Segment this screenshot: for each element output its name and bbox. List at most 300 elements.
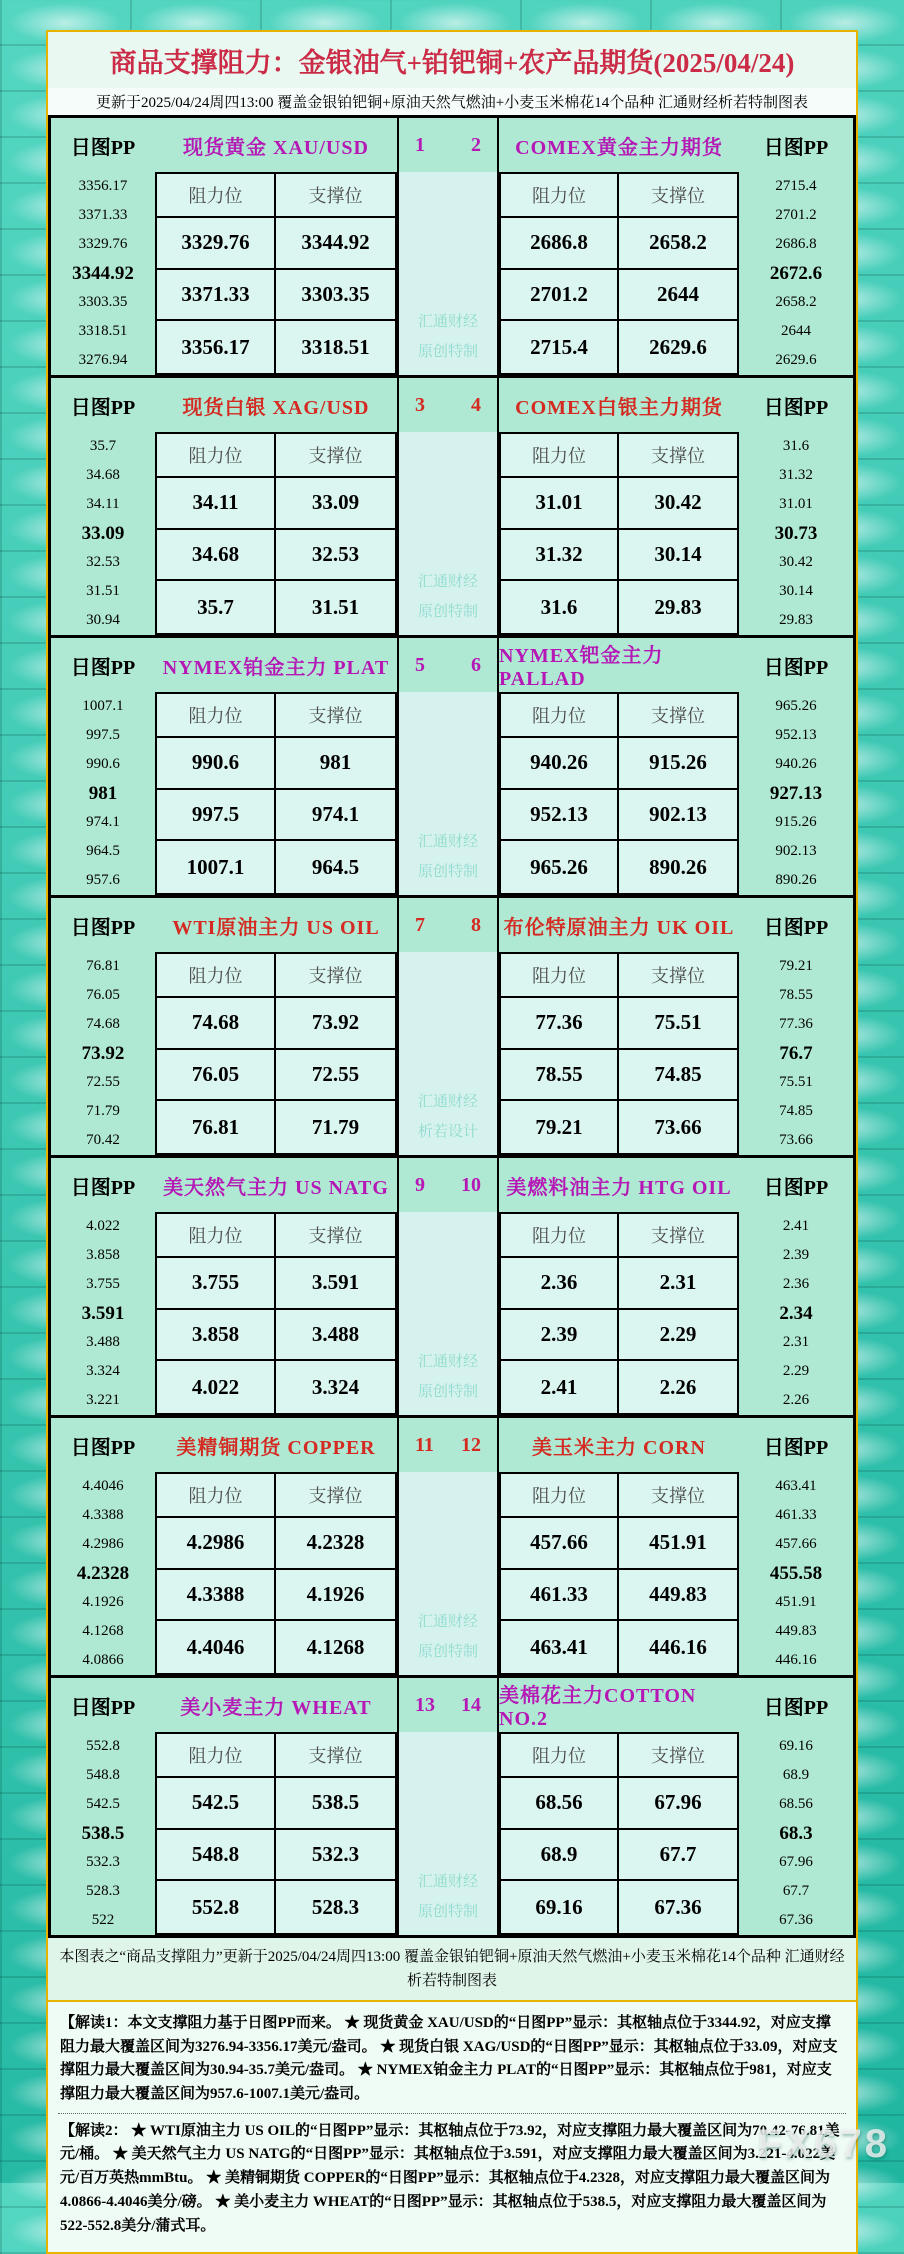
support-value: 32.53 bbox=[276, 530, 395, 582]
commodity-block bbox=[51, 638, 853, 898]
pp-value: 957.6 bbox=[86, 872, 120, 888]
resistance-value: 77.36 bbox=[501, 998, 619, 1050]
pp-value: 964.5 bbox=[86, 843, 120, 859]
resistance-header: 阻力位 bbox=[501, 954, 619, 998]
pp-value: 68.9 bbox=[782, 1767, 810, 1783]
pp-value: 2629.6 bbox=[775, 352, 817, 368]
pair-number-right: 2 bbox=[471, 133, 481, 156]
pp-value: 4.1268 bbox=[82, 1623, 124, 1639]
resistance-header: 阻力位 bbox=[157, 1214, 276, 1258]
pp-value: 2715.4 bbox=[775, 178, 817, 194]
resistance-value: 2701.2 bbox=[501, 270, 619, 322]
support-header: 支撑位 bbox=[276, 1214, 395, 1258]
pp-value: 463.41 bbox=[775, 1478, 817, 1494]
resistance-value: 548.8 bbox=[157, 1830, 276, 1882]
pp-value: 67.7 bbox=[782, 1883, 810, 1899]
watermark-cell bbox=[399, 692, 497, 895]
pair-column bbox=[397, 1418, 499, 1675]
support-value: 2.29 bbox=[619, 1310, 737, 1362]
resistance-value: 69.16 bbox=[501, 1881, 619, 1933]
update-subtitle: 更新于2025/04/24周四13:00 覆盖金银铂钯铜+原油天然气燃油+小麦玉米棉花14个品种 汇通财经析若特制图表 bbox=[48, 88, 856, 115]
pp-column-left bbox=[51, 378, 155, 635]
pair-number-left: 3 bbox=[415, 393, 425, 416]
support-value: 71.79 bbox=[311, 1114, 360, 1139]
support-value: 29.83 bbox=[654, 594, 702, 619]
resistance-value: 31.6 bbox=[501, 581, 619, 633]
site-watermark bbox=[418, 827, 478, 887]
resistance-value: 68.9 bbox=[501, 1830, 619, 1882]
site-watermark bbox=[418, 567, 478, 627]
pivot-table bbox=[48, 115, 856, 1938]
instrument-left bbox=[155, 378, 397, 635]
pair-numbers bbox=[399, 638, 497, 692]
support-value: 30.14 bbox=[619, 530, 737, 582]
pp-column-right bbox=[739, 638, 853, 895]
resistance-header: 阻力位 bbox=[501, 434, 619, 478]
pp-value: 69.16 bbox=[779, 1738, 813, 1754]
levels-table bbox=[499, 1472, 739, 1675]
resistance-value: 457.66 bbox=[501, 1518, 619, 1570]
pp-value: 2.34 bbox=[779, 1302, 813, 1324]
pp-value: 71.79 bbox=[86, 1103, 120, 1119]
pp-header: 日图PP bbox=[763, 1696, 829, 1719]
resistance-value: 952.13 bbox=[501, 790, 619, 842]
watermark-line-2: 析若设计 bbox=[417, 1124, 478, 1140]
support-value: 67.7 bbox=[619, 1830, 737, 1882]
pp-value: 552.8 bbox=[86, 1738, 120, 1754]
watermark-line-1: 汇通财经 bbox=[417, 1614, 478, 1630]
pp-value: 30.14 bbox=[779, 583, 813, 599]
pair-number-left: 13 bbox=[415, 1693, 435, 1716]
pp-value: 940.26 bbox=[775, 756, 817, 772]
resistance-value: 940.26 bbox=[501, 738, 619, 790]
support-value: 73.92 bbox=[276, 998, 395, 1050]
resistance-value: 4.022 bbox=[157, 1361, 276, 1413]
resistance-header: 阻力位 bbox=[157, 1474, 276, 1518]
resistance-value: 79.21 bbox=[501, 1101, 619, 1153]
pp-value: 32.53 bbox=[86, 554, 120, 570]
pp-value: 2.36 bbox=[782, 1276, 810, 1292]
levels-table bbox=[155, 432, 397, 635]
pp-column-left bbox=[51, 1158, 155, 1415]
support-value: 4.2328 bbox=[276, 1518, 395, 1570]
pp-header: 日图PP bbox=[70, 396, 136, 419]
note-1: 【解读1：本文支撑阻力基于日图PP而来。 ★ 现货黄金 XAU/USD的“日图PP”显示：其枢轴点位于3344.92，对应支撑阻力最大覆盖区间为3276.94-3356.17美元/盎司。 ★ 现货白银 XAG/USD的“日图PP”显示：其枢轴点位于33.09，对应支撑阻力最大覆盖区间为30.94-35.7美元/盎司。 ★ NYMEX铂金主力 PLAT的“日图PP”显示：其枢轴点位于981，对应支撑阻力最大覆盖区间为957.6-1007.1美元/盎司。 bbox=[60, 2015, 838, 2103]
chart-sheet bbox=[46, 30, 858, 2254]
resistance-value: 3356.17 bbox=[157, 321, 276, 373]
levels-table bbox=[155, 1732, 397, 1935]
watermark-line-2: 原创特制 bbox=[417, 1904, 478, 1920]
pp-value: 77.36 bbox=[779, 1016, 813, 1032]
resistance-value: 2.39 bbox=[501, 1310, 619, 1362]
pp-value: 4.022 bbox=[86, 1218, 120, 1234]
support-header: 支撑位 bbox=[619, 1734, 737, 1778]
resistance-value: 461.33 bbox=[501, 1570, 619, 1622]
pp-value: 70.42 bbox=[86, 1132, 120, 1148]
instrument-left bbox=[155, 638, 397, 895]
support-value: 449.83 bbox=[619, 1570, 737, 1622]
resistance-value: 78.55 bbox=[501, 1050, 619, 1102]
support-value: 964.5 bbox=[311, 854, 360, 879]
support-value: 915.26 bbox=[619, 738, 737, 790]
pair-numbers bbox=[399, 378, 497, 432]
instrument-right bbox=[499, 378, 739, 635]
pp-header: 日图PP bbox=[763, 916, 829, 939]
pair-number-left: 1 bbox=[415, 133, 425, 156]
pp-value: 31.51 bbox=[86, 583, 120, 599]
pp-value: 981 bbox=[88, 782, 118, 804]
watermark-cell bbox=[399, 1472, 497, 1675]
resistance-header: 阻力位 bbox=[157, 174, 276, 218]
site-watermark bbox=[418, 307, 478, 367]
pp-value: 455.58 bbox=[769, 1562, 823, 1584]
pp-value: 30.42 bbox=[779, 554, 813, 570]
support-header: 支撑位 bbox=[619, 1474, 737, 1518]
resistance-header: 阻力位 bbox=[157, 434, 276, 478]
watermark-line-2: 原创特制 bbox=[417, 604, 478, 620]
support-value: 4.1268 bbox=[306, 1634, 365, 1659]
pair-column bbox=[397, 638, 499, 895]
pp-value: 31.01 bbox=[779, 496, 813, 512]
support-value: 30.42 bbox=[619, 478, 737, 530]
resistance-value: 997.5 bbox=[157, 790, 276, 842]
pair-number-right: 10 bbox=[461, 1173, 481, 1196]
watermark-line-1: 汇通财经 bbox=[417, 314, 478, 330]
support-header: 支撑位 bbox=[619, 174, 737, 218]
brand-watermark: FX678 bbox=[757, 2122, 890, 2166]
pp-value: 3.755 bbox=[86, 1276, 120, 1292]
instrument-name: WTI原油主力 US OIL bbox=[155, 898, 397, 952]
pp-value: 34.11 bbox=[86, 496, 120, 512]
resistance-value: 3329.76 bbox=[157, 218, 276, 270]
pp-header: 日图PP bbox=[763, 1176, 829, 1199]
instrument-name: 美玉米主力 CORN bbox=[499, 1418, 739, 1472]
pair-number-right: 8 bbox=[471, 913, 481, 936]
pp-value: 3356.17 bbox=[78, 178, 128, 194]
support-value: 2644 bbox=[619, 270, 737, 322]
pair-numbers bbox=[399, 118, 497, 172]
commodity-block bbox=[51, 118, 853, 378]
pair-numbers bbox=[399, 898, 497, 952]
support-value: 902.13 bbox=[619, 790, 737, 842]
commodity-block bbox=[51, 1158, 853, 1418]
resistance-header: 阻力位 bbox=[501, 1474, 619, 1518]
pp-value: 75.51 bbox=[779, 1074, 813, 1090]
resistance-value: 463.41 bbox=[501, 1621, 619, 1673]
instrument-right bbox=[499, 898, 739, 1155]
pp-value: 73.66 bbox=[779, 1132, 813, 1148]
pp-value: 3371.33 bbox=[78, 207, 128, 223]
commodity-block bbox=[51, 898, 853, 1158]
instrument-name: NYMEX钯金主力 PALLAD bbox=[499, 638, 739, 692]
pp-value: 30.94 bbox=[86, 612, 120, 628]
resistance-value: 3.755 bbox=[157, 1258, 276, 1310]
support-value: 74.85 bbox=[619, 1050, 737, 1102]
commodity-block bbox=[51, 1418, 853, 1678]
resistance-value: 4.3388 bbox=[157, 1570, 276, 1622]
pp-value: 4.1926 bbox=[82, 1594, 124, 1610]
resistance-value: 76.81 bbox=[157, 1101, 276, 1153]
watermark-line-1: 汇通财经 bbox=[417, 1094, 478, 1110]
instrument-right bbox=[499, 1418, 739, 1675]
pp-value: 974.1 bbox=[86, 814, 120, 830]
levels-table bbox=[155, 1212, 397, 1415]
support-header: 支撑位 bbox=[276, 694, 395, 738]
pair-number-left: 7 bbox=[415, 913, 425, 936]
resistance-value: 2.41 bbox=[501, 1361, 619, 1413]
pp-column-left bbox=[51, 898, 155, 1155]
resistance-value: 74.68 bbox=[157, 998, 276, 1050]
pp-value: 915.26 bbox=[775, 814, 817, 830]
instrument-left bbox=[155, 1158, 397, 1415]
levels-table bbox=[155, 1472, 397, 1675]
pp-value: 3.488 bbox=[86, 1334, 120, 1350]
pair-column bbox=[397, 1678, 499, 1935]
support-value: 3344.92 bbox=[276, 218, 395, 270]
pp-value: 78.55 bbox=[779, 987, 813, 1003]
watermark-cell bbox=[399, 1732, 497, 1935]
watermark-line-1: 汇通财经 bbox=[417, 834, 478, 850]
pp-value: 3.591 bbox=[81, 1302, 125, 1324]
pp-value: 457.66 bbox=[775, 1536, 817, 1552]
support-value: 974.1 bbox=[276, 790, 395, 842]
pp-value: 73.92 bbox=[81, 1042, 125, 1064]
pp-value: 3344.92 bbox=[72, 262, 134, 284]
pair-number-left: 9 bbox=[415, 1173, 425, 1196]
pp-value: 3.324 bbox=[86, 1363, 120, 1379]
pp-value: 74.85 bbox=[779, 1103, 813, 1119]
resistance-value: 31.32 bbox=[501, 530, 619, 582]
instrument-left bbox=[155, 1418, 397, 1675]
pp-column-left bbox=[51, 118, 155, 375]
pp-header: 日图PP bbox=[70, 136, 136, 159]
support-header: 支撑位 bbox=[276, 954, 395, 998]
instrument-name: 现货白银 XAG/USD bbox=[155, 378, 397, 432]
instrument-right bbox=[499, 638, 739, 895]
pp-value: 522 bbox=[91, 1912, 115, 1928]
pp-header: 日图PP bbox=[70, 916, 136, 939]
pp-value: 2672.6 bbox=[769, 262, 823, 284]
pp-value: 3.858 bbox=[86, 1247, 120, 1263]
resistance-value: 3371.33 bbox=[157, 270, 276, 322]
support-value: 446.16 bbox=[649, 1634, 707, 1659]
resistance-value: 76.05 bbox=[157, 1050, 276, 1102]
resistance-value: 542.5 bbox=[157, 1778, 276, 1830]
blocks bbox=[51, 118, 853, 1935]
pp-value: 76.81 bbox=[86, 958, 120, 974]
support-value: 31.51 bbox=[311, 594, 360, 619]
levels-table bbox=[499, 172, 739, 375]
resistance-value: 4.4046 bbox=[157, 1621, 276, 1673]
pp-value: 29.83 bbox=[779, 612, 813, 628]
pp-value: 67.36 bbox=[779, 1912, 813, 1928]
pp-value: 927.13 bbox=[769, 782, 823, 804]
site-watermark bbox=[418, 1347, 478, 1407]
pair-numbers bbox=[399, 1678, 497, 1732]
pp-value: 2.26 bbox=[782, 1392, 810, 1408]
instrument-name: 美棉花主力COTTON NO.2 bbox=[499, 1678, 739, 1732]
pp-value: 2.39 bbox=[782, 1247, 810, 1263]
resistance-header: 阻力位 bbox=[501, 1734, 619, 1778]
resistance-value: 31.01 bbox=[501, 478, 619, 530]
pp-value: 952.13 bbox=[775, 727, 817, 743]
watermark-line-2: 原创特制 bbox=[417, 1644, 478, 1660]
support-header: 支撑位 bbox=[276, 1474, 395, 1518]
pp-value: 542.5 bbox=[86, 1796, 120, 1812]
support-value: 2.31 bbox=[619, 1258, 737, 1310]
support-value: 3.488 bbox=[276, 1310, 395, 1362]
pp-value: 2701.2 bbox=[775, 207, 817, 223]
pp-value: 890.26 bbox=[775, 872, 817, 888]
resistance-value: 552.8 bbox=[157, 1881, 276, 1933]
pp-value: 4.4046 bbox=[82, 1478, 124, 1494]
watermark-line-1: 汇通财经 bbox=[417, 1874, 478, 1890]
support-value: 532.3 bbox=[276, 1830, 395, 1882]
resistance-value: 4.2986 bbox=[157, 1518, 276, 1570]
instrument-name: NYMEX铂金主力 PLAT bbox=[155, 638, 397, 692]
resistance-value: 2686.8 bbox=[501, 218, 619, 270]
pp-value: 2.31 bbox=[782, 1334, 810, 1350]
levels-table bbox=[499, 432, 739, 635]
pp-value: 3276.94 bbox=[78, 352, 128, 368]
instrument-name: 布伦特原油主力 UK OIL bbox=[499, 898, 739, 952]
watermark-cell bbox=[399, 952, 497, 1155]
instrument-name: 美天然气主力 US NATG bbox=[155, 1158, 397, 1212]
instrument-right bbox=[499, 1678, 739, 1935]
pp-header: 日图PP bbox=[763, 136, 829, 159]
instrument-left bbox=[155, 898, 397, 1155]
instrument-right bbox=[499, 118, 739, 375]
support-value: 3.591 bbox=[276, 1258, 395, 1310]
support-header: 支撑位 bbox=[619, 434, 737, 478]
pp-value: 2.41 bbox=[782, 1218, 810, 1234]
pp-value: 4.2986 bbox=[82, 1536, 124, 1552]
support-value: 67.96 bbox=[619, 1778, 737, 1830]
pp-value: 3318.51 bbox=[78, 323, 128, 339]
pp-header: 日图PP bbox=[70, 656, 136, 679]
pp-column-left bbox=[51, 1418, 155, 1675]
levels-table bbox=[499, 692, 739, 895]
pp-value: 990.6 bbox=[86, 756, 120, 772]
instrument-left bbox=[155, 118, 397, 375]
page-title: 商品支撑阻力：金银油气+铂钯铜+农产品期货(2025/04/24) bbox=[48, 32, 856, 88]
pp-value: 3.221 bbox=[86, 1392, 120, 1408]
resistance-value: 2715.4 bbox=[501, 321, 619, 373]
pp-column-right bbox=[739, 898, 853, 1155]
watermark-cell bbox=[399, 432, 497, 635]
pp-value: 902.13 bbox=[775, 843, 817, 859]
resistance-value: 68.56 bbox=[501, 1778, 619, 1830]
pair-number-right: 14 bbox=[461, 1693, 481, 1716]
instrument-name: 美燃料油主力 HTG OIL bbox=[499, 1158, 739, 1212]
support-header: 支撑位 bbox=[619, 954, 737, 998]
site-watermark bbox=[418, 1867, 478, 1927]
levels-table bbox=[499, 1212, 739, 1415]
watermark-line-2: 原创特制 bbox=[417, 344, 478, 360]
pp-column-right bbox=[739, 378, 853, 635]
pp-header: 日图PP bbox=[70, 1176, 136, 1199]
resistance-value: 35.7 bbox=[157, 581, 276, 633]
support-value: 3318.51 bbox=[301, 334, 370, 359]
pp-value: 449.83 bbox=[775, 1623, 817, 1639]
watermark-cell bbox=[399, 1212, 497, 1415]
site-watermark bbox=[418, 1607, 478, 1667]
watermark-line-1: 汇通财经 bbox=[417, 574, 478, 590]
support-value: 2658.2 bbox=[619, 218, 737, 270]
resistance-value: 34.11 bbox=[157, 478, 276, 530]
support-value: 538.5 bbox=[276, 1778, 395, 1830]
resistance-value: 990.6 bbox=[157, 738, 276, 790]
pp-value: 67.96 bbox=[779, 1854, 813, 1870]
support-header: 支撑位 bbox=[619, 1214, 737, 1258]
pp-column-right bbox=[739, 1418, 853, 1675]
pp-value: 538.5 bbox=[81, 1822, 125, 1844]
pp-value: 68.3 bbox=[779, 1822, 813, 1844]
resistance-header: 阻力位 bbox=[157, 954, 276, 998]
pp-header: 日图PP bbox=[763, 396, 829, 419]
pp-value: 4.3388 bbox=[82, 1507, 124, 1523]
pair-number-left: 11 bbox=[415, 1433, 434, 1456]
pp-value: 2658.2 bbox=[775, 294, 817, 310]
pp-value: 446.16 bbox=[775, 1652, 817, 1668]
pp-value: 72.55 bbox=[86, 1074, 120, 1090]
support-value: 451.91 bbox=[619, 1518, 737, 1570]
support-value: 890.26 bbox=[649, 854, 707, 879]
pp-value: 2644 bbox=[781, 323, 811, 339]
pair-number-right: 12 bbox=[461, 1433, 481, 1456]
resistance-header: 阻力位 bbox=[501, 174, 619, 218]
support-value: 73.66 bbox=[654, 1114, 702, 1139]
watermark-line-2: 原创特制 bbox=[417, 864, 478, 880]
pair-column bbox=[397, 378, 499, 635]
resistance-value: 34.68 bbox=[157, 530, 276, 582]
pp-value: 35.7 bbox=[89, 438, 117, 454]
pp-value: 4.2328 bbox=[76, 1562, 130, 1584]
site-watermark bbox=[418, 1087, 478, 1147]
pair-column bbox=[397, 118, 499, 375]
pair-number-right: 6 bbox=[471, 653, 481, 676]
pp-value: 4.0866 bbox=[82, 1652, 124, 1668]
pp-value: 451.91 bbox=[775, 1594, 817, 1610]
pp-value: 76.7 bbox=[779, 1042, 813, 1064]
instrument-name: 美小麦主力 WHEAT bbox=[155, 1678, 397, 1732]
pp-value: 31.32 bbox=[779, 467, 813, 483]
support-value: 528.3 bbox=[311, 1894, 360, 1919]
interpretation-notes bbox=[48, 2002, 856, 2252]
support-header: 支撑位 bbox=[276, 174, 395, 218]
commodity-block bbox=[51, 1678, 853, 1935]
pp-value: 2.29 bbox=[782, 1363, 810, 1379]
instrument-name: 现货黄金 XAU/USD bbox=[155, 118, 397, 172]
pp-value: 74.68 bbox=[86, 1016, 120, 1032]
levels-table bbox=[499, 952, 739, 1155]
resistance-value: 3.858 bbox=[157, 1310, 276, 1362]
levels-table bbox=[155, 952, 397, 1155]
resistance-header: 阻力位 bbox=[501, 1214, 619, 1258]
support-value: 75.51 bbox=[619, 998, 737, 1050]
pp-value: 461.33 bbox=[775, 1507, 817, 1523]
pair-number-right: 4 bbox=[471, 393, 481, 416]
pp-value: 997.5 bbox=[86, 727, 120, 743]
levels-table bbox=[499, 1732, 739, 1935]
pp-value: 965.26 bbox=[775, 698, 817, 714]
levels-table bbox=[155, 172, 397, 375]
pp-value: 79.21 bbox=[779, 958, 813, 974]
pp-header: 日图PP bbox=[763, 1436, 829, 1459]
instrument-name: COMEX黄金主力期货 bbox=[499, 118, 739, 172]
support-value: 981 bbox=[276, 738, 395, 790]
pp-value: 76.05 bbox=[86, 987, 120, 1003]
